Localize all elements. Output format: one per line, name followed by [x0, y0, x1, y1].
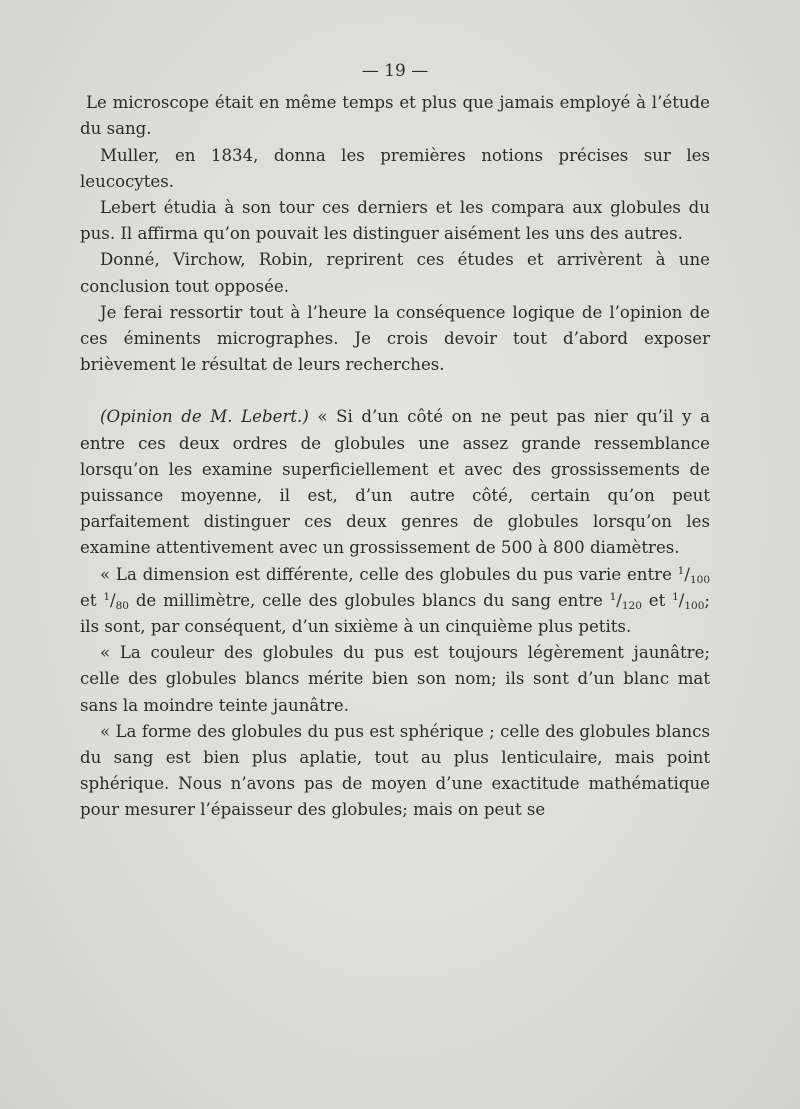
dimension-text-a: « La dimension est différente, celle des globules du pus varie entre — [100, 564, 678, 584]
paragraph-shape: « La forme des globules du pus est sphérique ; celle des globules blancs du sang est bien plus aplatie, tout au plus lenticulaire, mais point sphérique. Nous n’avons pas de moyen d’une exactitude mathématique pour mesurer l’épaisseur des globules; mais on peut se — [80, 721, 710, 820]
fraction-denominator: 100 — [689, 573, 710, 586]
fraction-numerator: 1 — [103, 590, 111, 603]
fraction-1-120: $^1/_{120}$ — [609, 590, 642, 612]
page-number: — 19 — — [361, 61, 429, 81]
fraction-1-80: $^1/_{80}$ — [103, 590, 129, 612]
paragraph-muller: Muller, en 1834, donna les premières notions précises sur les leucocytes. — [80, 145, 710, 191]
paragraph-lebert-opinion — [80, 404, 710, 561]
fraction-1-100-b: $^1/_{100}$ — [672, 590, 705, 612]
fraction-denominator: 100 — [684, 599, 705, 612]
fraction-1-100: $^1/_{100}$ — [677, 564, 710, 586]
paragraph-color: « La couleur des globules du pus est toujours légèrement jaunâtre; celle des globules blancs mérite bien son nom; ils sont d’un blanc mat sans la moindre teinte jaunâtre. — [80, 643, 710, 715]
fraction-numerator: 1 — [677, 564, 685, 577]
dimension-text-b: et — [80, 590, 104, 610]
fraction-numerator: 1 — [609, 590, 617, 603]
dimension-text-d: et — [641, 590, 673, 610]
page-text — [80, 58, 710, 824]
paragraph-donne: Donné, Virchow, Robin, reprirent ces études et arrivèrent à une conclusion tout opposée. — [80, 250, 710, 296]
lebert-opinion-body: « Si d’un côté on ne peut pas nier qu’il y a entre ces deux ordres de globules une assez grande ressemblance lorsqu’on les examine superficiellement et avec des grossissements de puissance moyenne, il est, d’un autre côté, certain qu’on peut parfaitement distinguer ces deux genres de globules lorsqu’on les examine attentivement avec un grossissement de 500 à 800 diamètres. — [80, 407, 710, 558]
fraction-numerator: 1 — [672, 590, 679, 603]
dimension-text-c: de millimètre, celle des globules blancs du sang entre — [128, 590, 610, 610]
paragraph-lebert: Lebert étudia à son tour ces derniers et les compara aux globules du pus. Il affirma qu’on pouvait les distinguer aisément les uns des autres. — [80, 198, 710, 244]
paragraph-dimension — [80, 562, 710, 641]
section-heading: (Opinion de M. Lebert.) — [100, 407, 309, 427]
paragraph-opinion-intro: Je ferai ressortir tout à l’heure la conséquence logique de l’opinion de ces éminents micrographes. Je crois devoir tout d’abord exposer brièvement le résultat de leurs recherches. — [80, 302, 710, 375]
dimension-text-e: ; ils sont, par conséquent, d’un sixième à un cinquième plus petits. — [80, 590, 710, 637]
paragraph-microscope: Le microscope était en même temps et plus que jamais employé à l’étude du sang. — [80, 93, 710, 139]
fraction-denominator: 120 — [621, 599, 642, 612]
fraction-denominator: 80 — [115, 599, 129, 612]
